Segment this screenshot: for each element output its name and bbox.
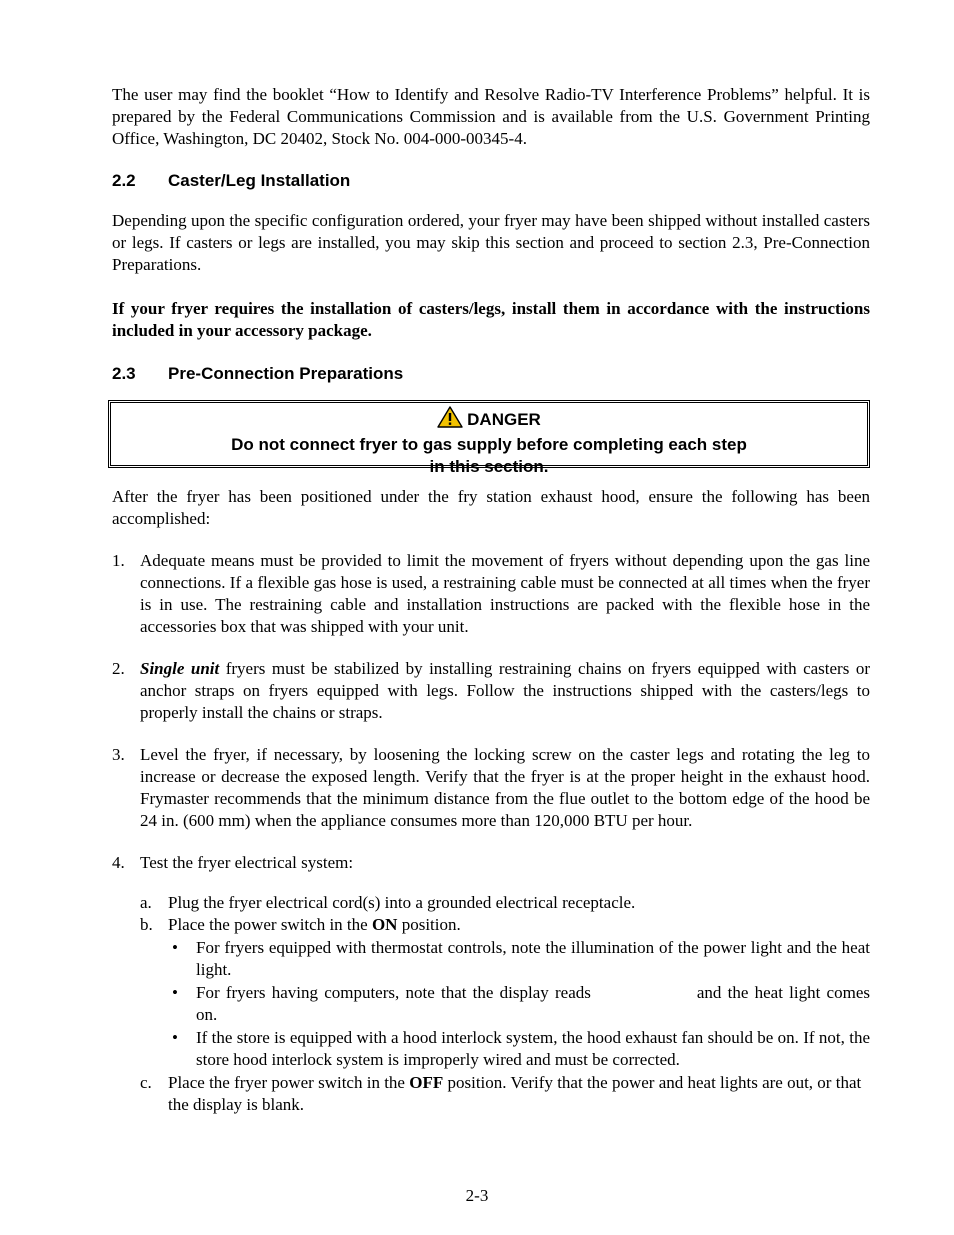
substep-text-pre: Place the fryer power switch in the bbox=[168, 1073, 410, 1092]
step-number: 2. bbox=[112, 659, 125, 678]
substep-letter: c. bbox=[140, 1073, 152, 1092]
step-text: Test the fryer electrical system: bbox=[140, 853, 354, 872]
substep-text-post: position. Verify that the power and heat lights are out, or that the display is blank. bbox=[168, 1073, 862, 1114]
list-item bbox=[140, 914, 870, 1071]
list-item bbox=[168, 982, 870, 1026]
list-item bbox=[140, 892, 870, 914]
step-text: Adequate means must be provided to limit the movement of fryers without depending upon the gas line connections. If a flexible gas hose is used, a restraining cable must be connected at all times when the fryer is in use. The restraining cable and installation instructions are packed with the flexible hose in the accessories box that was shipped with your unit. bbox=[140, 551, 870, 636]
step-text bbox=[140, 658, 870, 724]
substep-text-bold: OFF bbox=[409, 1073, 444, 1092]
warning-triangle-icon bbox=[437, 406, 463, 434]
bullet-text: For fryers equipped with thermostat controls, note the illumination of the power light and the heat light. bbox=[196, 938, 870, 979]
substep-letter: b. bbox=[140, 915, 153, 934]
after-positioning-paragraph: After the fryer has been positioned under the fry station exhaust hood, ensure the following has been accomplished: bbox=[112, 487, 870, 528]
danger-label: DANGER bbox=[467, 410, 541, 429]
section-heading-2-3 bbox=[112, 363, 870, 385]
substep-letter: a. bbox=[140, 893, 152, 912]
list-item bbox=[140, 1072, 870, 1116]
page-number: 2-3 bbox=[465, 1186, 489, 1205]
caster-leg-paragraph: Depending upon the specific configuration ordered, your fryer may have been shipped without installed casters or legs. If casters or legs are installed, you may skip this section and proceed to section 2.3, Pre-Connection Preparations. bbox=[112, 211, 870, 274]
danger-line-1: Do not connect fryer to gas supply before completing each step bbox=[231, 435, 747, 454]
caster-leg-note: If your fryer requires the installation of casters/legs, install them in accordance with the instructions included in your accessory package. bbox=[112, 299, 870, 340]
intro-paragraph: The user may find the booklet “How to Identify and Resolve Radio-TV Interference Problems” helpful. It is prepared by the Federal Communications Commission and is available from the U.S. Government Printing Office, Washington, DC 20402, Stock No. 004-000-00345-4. bbox=[112, 85, 870, 148]
list-item bbox=[168, 1027, 870, 1071]
bullet-text-pre: For fryers having computers, note that the display reads bbox=[196, 983, 591, 1002]
step-emphasis: Single unit bbox=[140, 659, 220, 678]
substep-text-post: position. bbox=[397, 915, 461, 934]
bullet-text: If the store is equipped with a hood interlock system, the hood exhaust fan should be on. If not, the store hood interlock system is improperly wired and must be corrected. bbox=[196, 1028, 870, 1069]
danger-box bbox=[108, 400, 870, 476]
bullet-text-post: and the heat light comes on. bbox=[196, 983, 870, 1024]
substeps-list bbox=[140, 892, 870, 1116]
list-item bbox=[168, 937, 870, 981]
step-number: 1. bbox=[112, 551, 125, 570]
section-number: 2.3 bbox=[112, 364, 136, 383]
bullet-icon: • bbox=[172, 1028, 178, 1047]
section-number: 2.2 bbox=[112, 171, 136, 190]
step-number: 4. bbox=[112, 853, 125, 872]
bullet-list bbox=[168, 937, 870, 1071]
step-body: fryers must be stabilized by installing restraining chains on fryers equipped with casters or anchor straps on fryers equipped with legs. Follow the instructions shipped with the casters/legs to properly install the chains or straps. bbox=[140, 659, 870, 722]
list-item bbox=[112, 744, 870, 832]
list-item bbox=[112, 852, 870, 1116]
section-title: Pre-Connection Preparations bbox=[168, 364, 404, 383]
substep-text bbox=[168, 1073, 861, 1114]
danger-line-2: in this section. bbox=[429, 457, 549, 476]
substep-text: Plug the fryer electrical cord(s) into a grounded electrical receptacle. bbox=[168, 893, 636, 912]
substep-text-pre: Place the power switch in the bbox=[168, 915, 372, 934]
substep-text-bold: ON bbox=[371, 915, 398, 934]
step-number: 3. bbox=[112, 745, 125, 764]
list-item bbox=[112, 550, 870, 638]
section-title: Caster/Leg Installation bbox=[168, 171, 351, 190]
document-page bbox=[112, 84, 870, 1136]
bullet-icon: • bbox=[172, 938, 178, 957]
list-item bbox=[112, 658, 870, 724]
step-text: Level the fryer, if necessary, by loosening the locking screw on the caster legs and rotating the leg to increase or decrease the exposed length. Verify that the fryer is at the proper height in the exhaust hood. Frymaster recommends that the minimum distance from the flue outlet to the bottom edge of the hood be 24 in. (600 mm) when the appliance consumes more than 120,000 BTU per hour. bbox=[140, 745, 870, 830]
section-heading-2-2 bbox=[112, 170, 870, 192]
steps-list bbox=[112, 550, 870, 1116]
substep-text bbox=[168, 915, 461, 934]
bullet-icon: • bbox=[172, 983, 178, 1002]
